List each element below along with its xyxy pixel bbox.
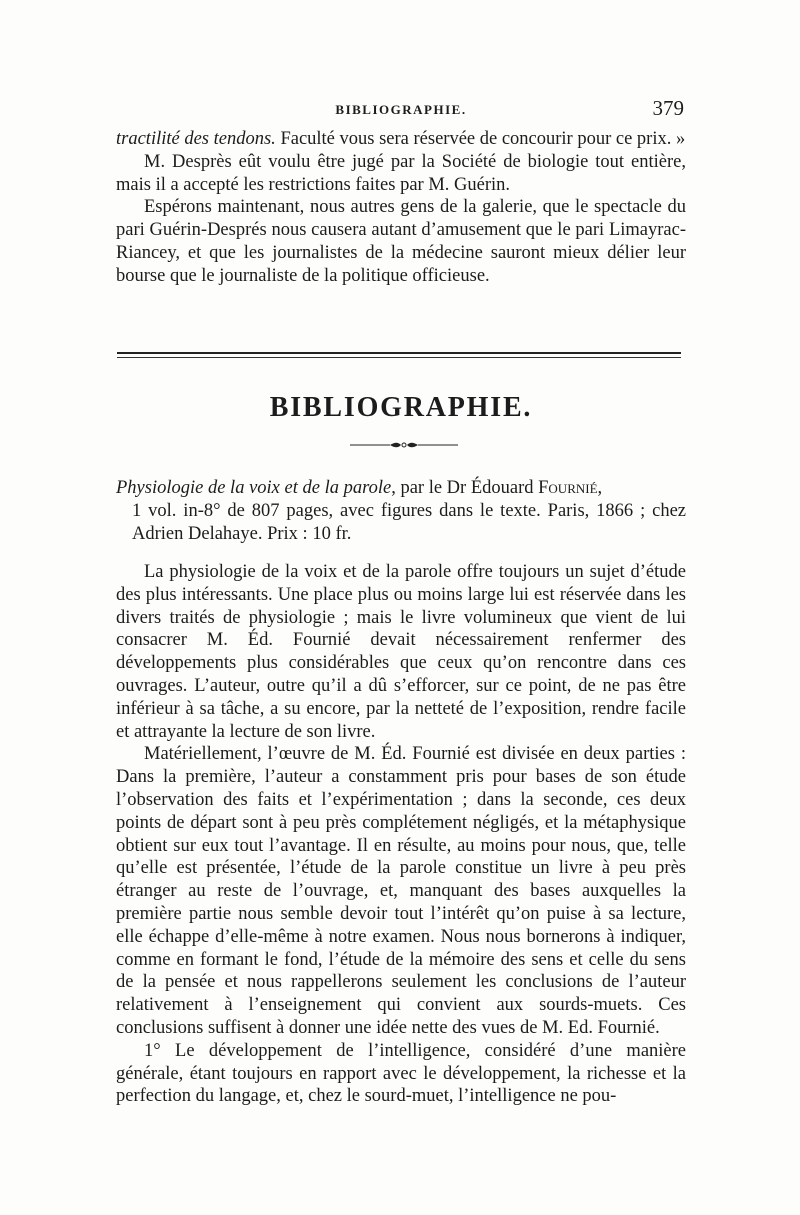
- review-paragraph-1: La physiologie de la voix et de la parole offre toujours un sujet d’étude des plus intéressants. Une place plus ou moins large lui est réservée dans les divers traités de physiologie ; mais le livre volumineux que vient de lui consacrer M. Éd. Fournié devait nécessairement renfermer des développements plus considérables que ceux qu’on rencontre dans ces ouvrages. L’auteur, outre qu’il a dû s’efforcer, sur ce point, de ne pas être inférieur à sa tâche, a su encore, par la netteté de l’exposition, rendre facile et attrayante la lecture de son livre.: [116, 562, 686, 742]
- review-text: [116, 561, 686, 1108]
- intro-text: [116, 128, 686, 288]
- intro-paragraph-1-rest: Faculté vous sera réservée de concourir pour ce prix. »: [275, 129, 686, 149]
- review-paragraph-2: Matériellement, l’œuvre de M. Éd. Fournié est divisée en deux parties : Dans la première, l’auteur a constamment pris pour bases de son étude l’observation des faits et l’expérimentation ; dans la seconde, ces deux points de départ sont à peu près complétement négligés, et la métaphysique obtient sur eux tout l’avantage. Il en résulte, au moins pour nous, que, telle qu’elle est présentée, l’étude de la parole constitue un livre à peu près étranger au reste de l’ouvrage, et, manquant des bases auxquelles la première partie nous semble devoir tout l’intérêt qu’on puise à sa lecture, elle échappe d’elle-même à notre examen. Nous nous bornerons à indiquer, comme en formant le fond, l’étude de la mémoire des sens et celle du sens de la pensée et nous rappellerons seulement les conclusions de l’auteur relativement à l’enseignement qui convient aux sourds-muets. Ces conclusions suffisent à donner une idée nette des vues de M. Ed. Fournié.: [116, 744, 686, 1038]
- page-number: 379: [652, 96, 684, 120]
- running-title: BIBLIOGRAPHIE.: [335, 102, 467, 117]
- ornament-icon: [350, 441, 458, 449]
- citation-title-line: [116, 477, 686, 500]
- section-title: BIBLIOGRAPHIE.: [269, 392, 533, 423]
- book-title: Physiologie de la voix et de la parole: [116, 478, 392, 498]
- citation-after-author: ,: [597, 478, 603, 498]
- review-paragraph-3: 1° Le développement de l’intelligence, considéré d’une manière générale, étant toujours en rapport avec le développement, la richesse et la perfection du langage, et, chez le sourd-muet, l’intelligence ne pou-: [116, 1040, 686, 1107]
- book-citation: [116, 477, 686, 545]
- citation-details: 1 vol. in-8° de 807 pages, avec figures dans le texte. Paris, 1866 ; chez Adrien Delahaye. Prix : 10 fr.: [132, 500, 686, 544]
- section-divider: [117, 352, 681, 354]
- italic-fragment: tractilité des tendons.: [116, 129, 276, 149]
- intro-paragraph-3: Espérons maintenant, nous autres gens de la galerie, que le spectacle du pari Guérin-Després nous causera autant d’amusement que le pari Limayrac-Riancey, et que les journalistes de la médecine sauront mieux délier leur bourse que le journaliste de la politique officieuse.: [116, 197, 686, 286]
- citation-author-prefix: , par le Dr Édouard: [391, 478, 539, 498]
- intro-paragraph-1: [116, 128, 686, 151]
- author-name: Fournié: [538, 478, 598, 498]
- running-head: [118, 96, 684, 120]
- intro-paragraph-2: M. Desprès eût voulu être jugé par la Société de biologie tout entière, mais il a accepté les restrictions faites par M. Guérin.: [116, 151, 686, 195]
